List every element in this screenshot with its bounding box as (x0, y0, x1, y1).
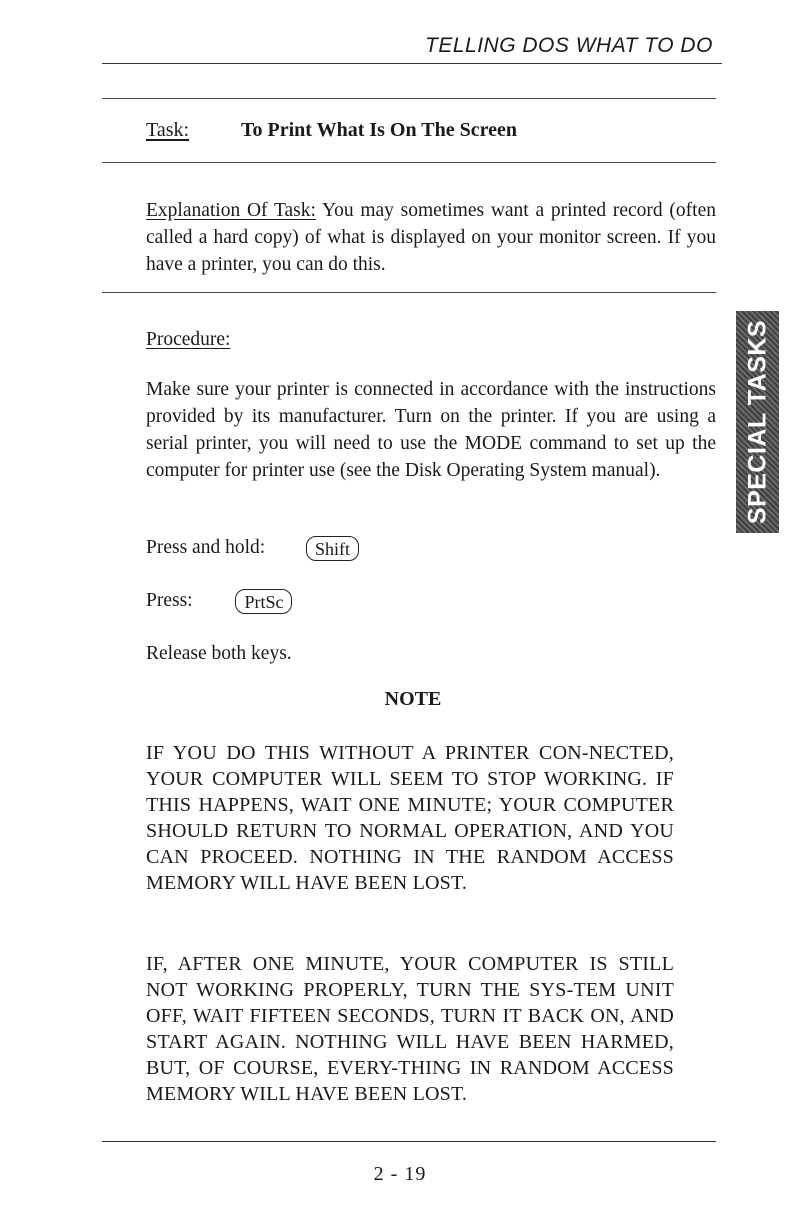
procedure-text: Make sure your printer is connected in accordance with the instructions provided by its manufacturer. Turn on the printer. If you are using a serial printer, you will need to use the MODE command to set up the computer for printer use (see the Disk Operating System manual). (146, 379, 716, 481)
prtsc-key: PrtSc (235, 589, 292, 614)
explanation-label: Explanation Of Task: (146, 200, 316, 221)
task-top-rule (102, 98, 716, 99)
page-number: 2 - 19 (373, 1163, 427, 1185)
task-title: To Print What Is On The Screen (241, 119, 517, 141)
note-paragraph-1: IF YOU DO THIS WITHOUT A PRINTER CON-NECTED, YOUR COMPUTER WILL SEEM TO STOP WORKING. IF THIS HAPPENS, WAIT ONE MINUTE; YOUR COMPUTER SHOULD RETURN TO NORMAL OPERATION, AND YOU CAN PROCEED. NOTHING IN THE RANDOM ACCESS MEMORY WILL HAVE BEEN LOST. (146, 742, 674, 894)
shift-key: Shift (306, 536, 359, 561)
note-title: NOTE (384, 688, 442, 710)
running-header: TELLING DOS WHAT TO DO (425, 34, 713, 57)
explanation-paragraph (146, 197, 716, 278)
footer-rule (102, 1141, 716, 1142)
press-label: Press: (146, 589, 193, 611)
release-text: Release both keys. (146, 643, 292, 664)
press-hold-row (146, 536, 359, 561)
section-thumb-tab-label: SPECIAL TASKS (743, 319, 771, 525)
procedure-label: Procedure: (146, 329, 231, 350)
header-rule (102, 63, 722, 64)
press-row (146, 589, 292, 614)
explanation-bottom-rule (102, 292, 716, 293)
task-bottom-rule (102, 162, 716, 163)
press-hold-label: Press and hold: (146, 536, 266, 558)
explanation-text: You may sometimes want a printed record (often called a hard copy) of what is displayed on your monitor screen. If you have a printer, you can do this. (146, 200, 716, 275)
task-label: Task: (146, 119, 190, 141)
note-paragraph-2: IF, AFTER ONE MINUTE, YOUR COMPUTER IS STILL NOT WORKING PROPERLY, TURN THE SYS-TEM UNIT OFF, WAIT FIFTEEN SECONDS, TURN IT BACK ON, AND START AGAIN. NOTHING WILL HAVE BEEN HARMED, BUT, OF COURSE, EVERY-THING IN RANDOM ACCESS MEMORY WILL HAVE BEEN LOST. (146, 953, 674, 1105)
section-thumb-tab (736, 311, 779, 533)
